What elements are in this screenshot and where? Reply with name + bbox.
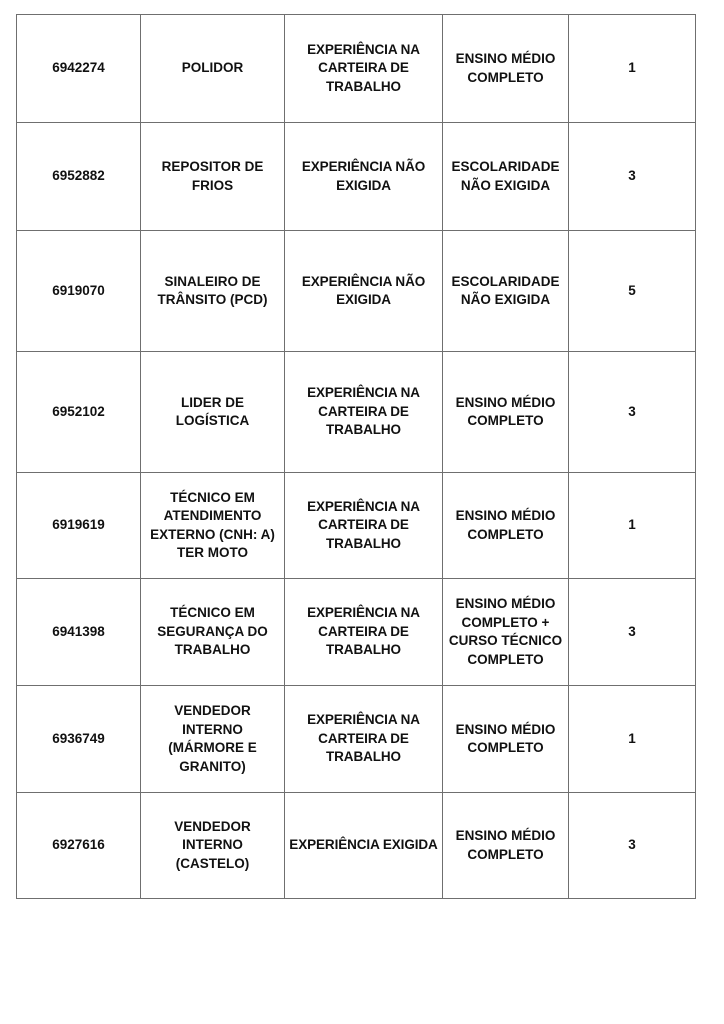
job-education-cell: ENSINO MÉDIO COMPLETO — [443, 15, 569, 123]
job-code-cell: 6927616 — [17, 793, 141, 899]
job-openings-cell: 3 — [569, 123, 696, 231]
job-openings-table — [16, 14, 696, 899]
job-code-cell: 6941398 — [17, 579, 141, 686]
job-role-cell: VENDEDOR INTERNO (CASTELO) — [141, 793, 285, 899]
job-code-cell: 6942274 — [17, 15, 141, 123]
job-role-cell: LIDER DE LOGÍSTICA — [141, 352, 285, 473]
table-row — [17, 473, 696, 579]
job-role-cell: VENDEDOR INTERNO (MÁRMORE E GRANITO) — [141, 686, 285, 793]
job-experience-cell: EXPERIÊNCIA NÃO EXIGIDA — [285, 123, 443, 231]
job-role-cell: POLIDOR — [141, 15, 285, 123]
table-row — [17, 15, 696, 123]
job-experience-cell: EXPERIÊNCIA NA CARTEIRA DE TRABALHO — [285, 352, 443, 473]
table-row — [17, 793, 696, 899]
job-code-cell: 6936749 — [17, 686, 141, 793]
job-experience-cell: EXPERIÊNCIA EXIGIDA — [285, 793, 443, 899]
job-education-cell: ENSINO MÉDIO COMPLETO + CURSO TÉCNICO COMPLETO — [443, 579, 569, 686]
job-experience-cell: EXPERIÊNCIA NÃO EXIGIDA — [285, 231, 443, 352]
job-education-cell: ENSINO MÉDIO COMPLETO — [443, 686, 569, 793]
job-role-cell: REPOSITOR DE FRIOS — [141, 123, 285, 231]
job-openings-cell: 3 — [569, 793, 696, 899]
document-page — [16, 14, 695, 899]
job-experience-cell: EXPERIÊNCIA NA CARTEIRA DE TRABALHO — [285, 15, 443, 123]
job-education-cell: ENSINO MÉDIO COMPLETO — [443, 352, 569, 473]
job-code-cell: 6952102 — [17, 352, 141, 473]
job-openings-cell: 3 — [569, 352, 696, 473]
job-experience-cell: EXPERIÊNCIA NA CARTEIRA DE TRABALHO — [285, 686, 443, 793]
job-role-cell: TÉCNICO EM SEGURANÇA DO TRABALHO — [141, 579, 285, 686]
table-row — [17, 352, 696, 473]
job-education-cell: ENSINO MÉDIO COMPLETO — [443, 793, 569, 899]
job-role-cell: TÉCNICO EM ATENDIMENTO EXTERNO (CNH: A) TER MOTO — [141, 473, 285, 579]
job-openings-cell: 1 — [569, 15, 696, 123]
job-openings-cell: 1 — [569, 473, 696, 579]
table-row — [17, 579, 696, 686]
job-education-cell: ESCOLARIDADE NÃO EXIGIDA — [443, 123, 569, 231]
job-code-cell: 6919070 — [17, 231, 141, 352]
job-code-cell: 6919619 — [17, 473, 141, 579]
job-education-cell: ENSINO MÉDIO COMPLETO — [443, 473, 569, 579]
job-code-cell: 6952882 — [17, 123, 141, 231]
job-experience-cell: EXPERIÊNCIA NA CARTEIRA DE TRABALHO — [285, 473, 443, 579]
job-education-cell: ESCOLARIDADE NÃO EXIGIDA — [443, 231, 569, 352]
table-row — [17, 123, 696, 231]
job-openings-cell: 3 — [569, 579, 696, 686]
table-row — [17, 231, 696, 352]
job-openings-cell: 5 — [569, 231, 696, 352]
table-row — [17, 686, 696, 793]
job-role-cell: SINALEIRO DE TRÂNSITO (PCD) — [141, 231, 285, 352]
job-experience-cell: EXPERIÊNCIA NA CARTEIRA DE TRABALHO — [285, 579, 443, 686]
job-openings-cell: 1 — [569, 686, 696, 793]
